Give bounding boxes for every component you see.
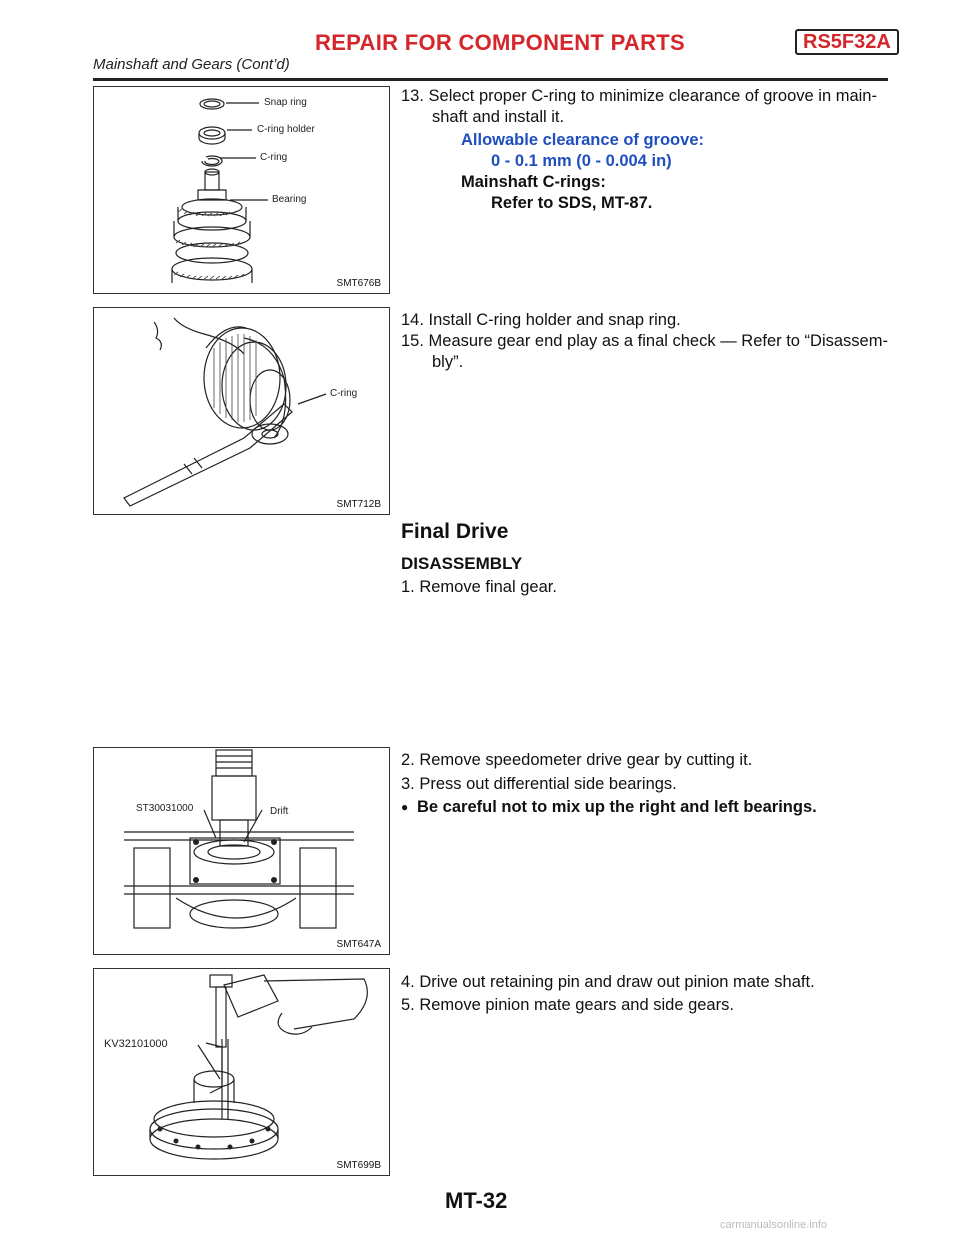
caution-text: Be careful not to mix up the right and left bearings. — [417, 798, 817, 816]
figure-smt676b — [93, 86, 390, 294]
mainshaft-assembly-illustration — [94, 87, 389, 293]
callout-c-ring-holder: C-ring holder — [257, 124, 315, 135]
fd-step-4: 4. Drive out retaining pin and draw out pinion mate shaft. — [401, 973, 815, 991]
callout-st30031000: ST30031000 — [136, 803, 194, 814]
model-code-badge: RS5F32A — [795, 29, 899, 55]
figure-smt647a — [93, 747, 390, 955]
section-heading: Final Drive — [401, 520, 509, 543]
step-14: 14. Install C-ring holder and snap ring. — [401, 311, 681, 329]
fd-step-3: 3. Press out differential side bearings. — [401, 775, 677, 793]
step-15-line-1: 15. Measure gear end play as a final check — Refer to “Disassem- — [401, 332, 888, 350]
figure-smt712b — [93, 307, 390, 515]
callout-drift: Drift — [270, 806, 289, 817]
spec-label: Allowable clearance of groove: — [461, 131, 704, 149]
step-13-line-1: 13. Select proper C-ring to minimize clearance of groove in main- — [401, 87, 877, 105]
spec-value: 0 - 0.1 mm (0 - 0.004 in) — [491, 152, 672, 170]
watermark: carmanualsonline.info — [720, 1219, 828, 1231]
figure-smt699b — [93, 968, 390, 1176]
ref-label: Mainshaft C-rings: — [461, 173, 606, 191]
header-rule — [93, 78, 888, 81]
section-subtitle: Mainshaft and Gears (Cont’d) — [93, 56, 290, 73]
callout-c-ring: C-ring — [330, 388, 358, 399]
caution-bullet: ● — [401, 800, 409, 814]
fd-step-5: 5. Remove pinion mate gears and side gears. — [401, 996, 734, 1014]
figure-code: SMT647A — [336, 939, 381, 950]
callout-c-ring: C-ring — [260, 152, 288, 163]
ref-value: Refer to SDS, MT-87. — [491, 194, 653, 212]
figure-code: SMT712B — [336, 499, 381, 510]
step-15-line-2: bly”. — [432, 353, 464, 371]
c-ring-install-illustration — [94, 308, 389, 514]
page-number: MT-32 — [445, 1188, 508, 1213]
pinion-shaft-removal-illustration — [94, 969, 389, 1175]
page-title: REPAIR FOR COMPONENT PARTS — [315, 30, 685, 55]
side-bearing-press-illustration — [94, 748, 389, 954]
step-13-line-2: shaft and install it. — [432, 108, 565, 126]
subsection-heading: DISASSEMBLY — [401, 554, 523, 573]
callout-bearing: Bearing — [272, 194, 307, 205]
callout-kv32101000: KV32101000 — [104, 1038, 168, 1050]
figure-code: SMT699B — [336, 1160, 381, 1171]
fd-step-1: 1. Remove final gear. — [401, 578, 557, 596]
fd-step-2: 2. Remove speedometer drive gear by cutting it. — [401, 751, 753, 769]
callout-snap-ring: Snap ring — [264, 97, 307, 108]
figure-code: SMT676B — [336, 278, 381, 289]
